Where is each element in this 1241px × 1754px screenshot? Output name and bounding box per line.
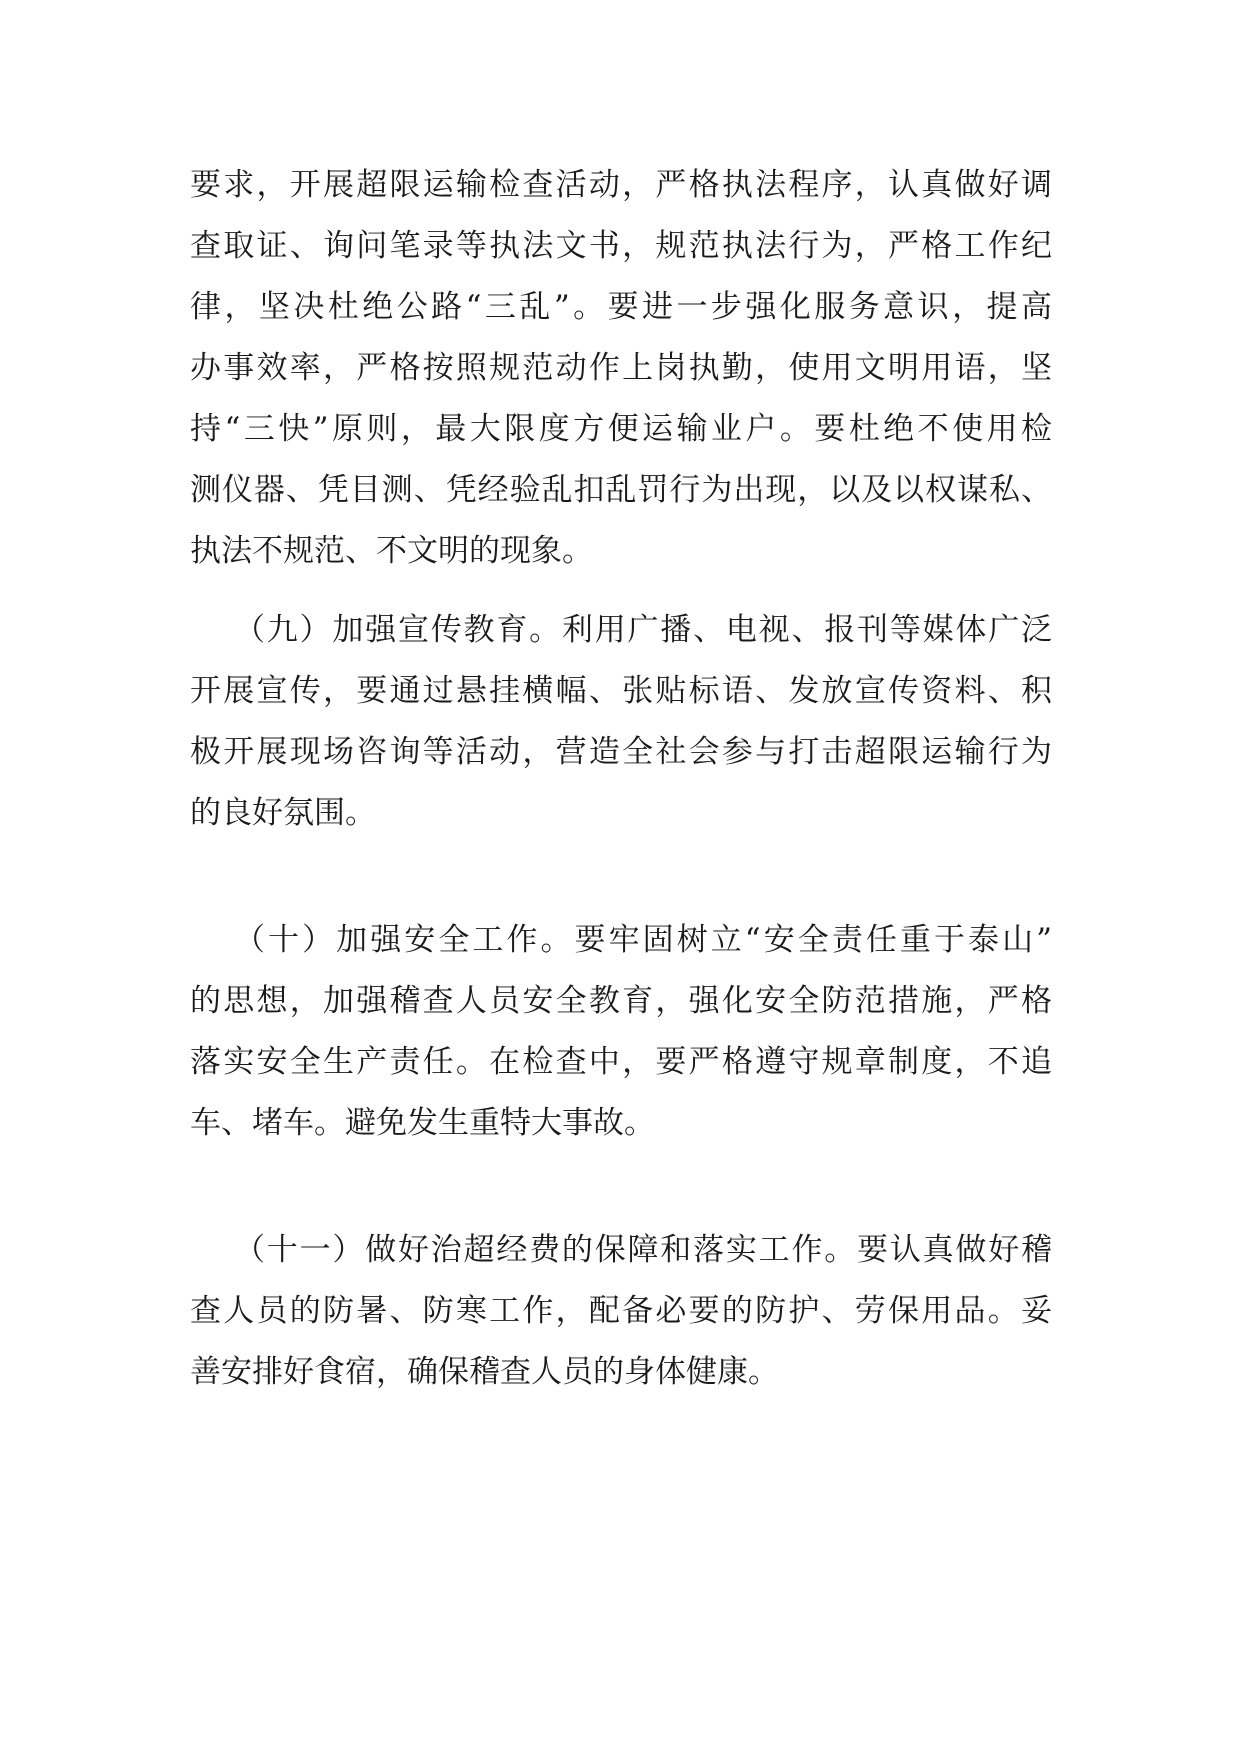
text-line: 查人员的防暑、防寒工作，配备必要的防护、劳保用品。妥 (190, 1293, 1052, 1329)
text-line: 执法不规范、不文明的现象。 (190, 533, 593, 569)
text-line: 持“三快”原则，最大限度方便运输业户。要杜绝不使用检 (190, 411, 1052, 447)
text-line: （九）加强宣传教育。利用广播、电视、报刊等媒体广泛 (234, 612, 1052, 648)
text-line: 极开展现场咨询等活动，营造全社会参与打击超限运输行为 (190, 734, 1052, 770)
text-line: 车、堵车。避免发生重特大事故。 (190, 1105, 655, 1141)
text-line: 的良好氛围。 (190, 795, 376, 831)
text-line: （十）加强安全工作。要牢固树立“安全责任重于泰山” (234, 922, 1052, 958)
text-line: 测仪器、凭目测、凭经验乱扣乱罚行为出现，以及以权谋私、 (190, 472, 1052, 508)
text-line: 要求，开展超限运输检查活动，严格执法程序，认真做好调 (190, 167, 1052, 203)
text-line: （十一）做好治超经费的保障和落实工作。要认真做好稽 (234, 1232, 1052, 1268)
text-line: 的思想，加强稽查人员安全教育，强化安全防范措施，严格 (190, 983, 1052, 1019)
text-line: 查取证、询问笔录等执法文书，规范执法行为，严格工作纪 (190, 228, 1052, 264)
paragraph-enforcement-requirements (190, 155, 1052, 582)
text-line: 落实安全生产责任。在检查中，要严格遵守规章制度，不追 (190, 1044, 1052, 1080)
paragraph-safety-work (190, 910, 1052, 1154)
text-line: 善安排好食宿，确保稽查人员的身体健康。 (190, 1354, 779, 1390)
paragraph-publicity-education (190, 600, 1052, 844)
paragraph-funding-guarantee (190, 1220, 1052, 1403)
text-line: 办事效率，严格按照规范动作上岗执勤，使用文明用语，坚 (190, 350, 1052, 386)
text-line: 开展宣传，要通过悬挂横幅、张贴标语、发放宣传资料、积 (190, 673, 1052, 709)
text-line: 律，坚决杜绝公路“三乱”。要进一步强化服务意识，提高 (190, 289, 1052, 325)
